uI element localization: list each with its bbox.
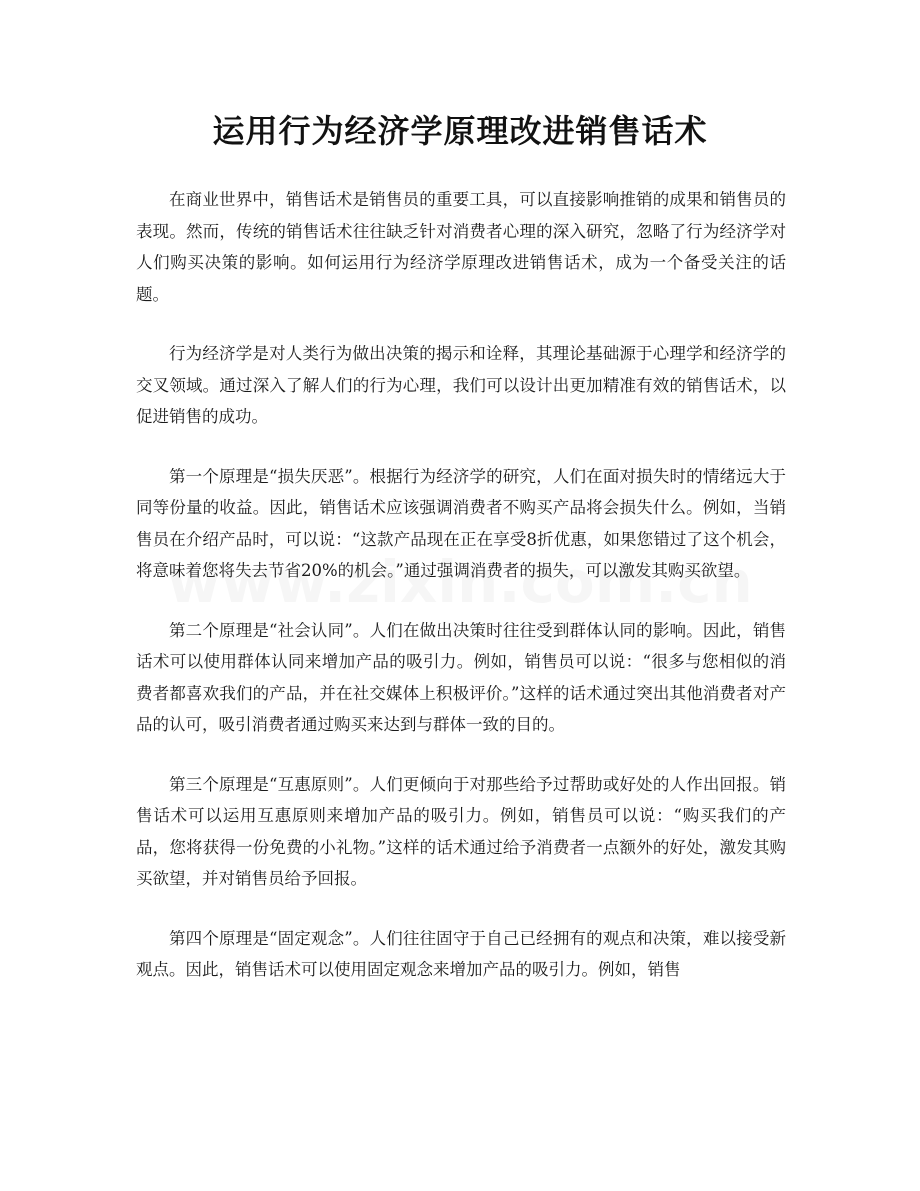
paragraph-behavioral-economics: 行为经济学是对人类行为做出决策的揭示和诠释，其理论基础源于心理学和经济学的交叉领域。通过深入了解人们的行为心理，我们可以设计出更加精准有效的销售话术，以促进销售的成功。 — [136, 344, 786, 426]
document-body — [136, 184, 786, 1014]
paragraph-fixed-belief: 第四个原理是“固定观念”。人们往往固守于自己已经拥有的观点和决策，难以接受新观点。因此，销售话术可以使用固定观念来增加产品的吸引力。例如，销售 — [136, 928, 786, 979]
paragraph-social-proof: 第二个原理是“社会认同”。人们在做出决策时往往受到群体认同的影响。因此，销售话术可以使用群体认同来增加产品的吸引力。例如，销售员可以说：“很多与您相似的消费者都喜欢我们的产品，并在社交媒体上积极评价。”这样的话术通过突出其他消费者对产品的认可，吸引消费者通过购买来达到与群体一致的目的。 — [136, 620, 786, 734]
paragraph-intro: 在商业世界中，销售话术是销售员的重要工具，可以直接影响推销的成果和销售员的表现。然而，传统的销售话术往往缺乏针对消费者心理的深入研究，忽略了行为经济学对人们购买决策的影响。如何运用行为经济学原理改进销售话术，成为一个备受关注的话题。 — [136, 190, 786, 304]
document-title: 运用行为经济学原理改进销售话术 — [212, 112, 708, 150]
paragraph-reciprocity: 第三个原理是“互惠原则”。人们更倾向于对那些给予过帮助或好处的人作出回报。销售话术可以运用互惠原则来增加产品的吸引力。例如，销售员可以说：“购买我们的产品，您将获得一份免费的小礼物。”这样的话术通过给予消费者一点额外的好处，激发其购买欲望，并对销售员给予回报。 — [136, 774, 786, 888]
paragraph-loss-aversion: 第一个原理是“损失厌恶”。根据行为经济学的研究，人们在面对损失时的情绪远大于同等份量的收益。因此，销售话术应该强调消费者不购买产品将会损失什么。例如，当销售员在介绍产品时，可以说：“这款产品现在正在享受8折优惠，如果您错过了这个机会，将意味着您将失去节省20%的机会。”通过强调消费者的损失，可以激发其购买欲望。 — [136, 466, 786, 580]
